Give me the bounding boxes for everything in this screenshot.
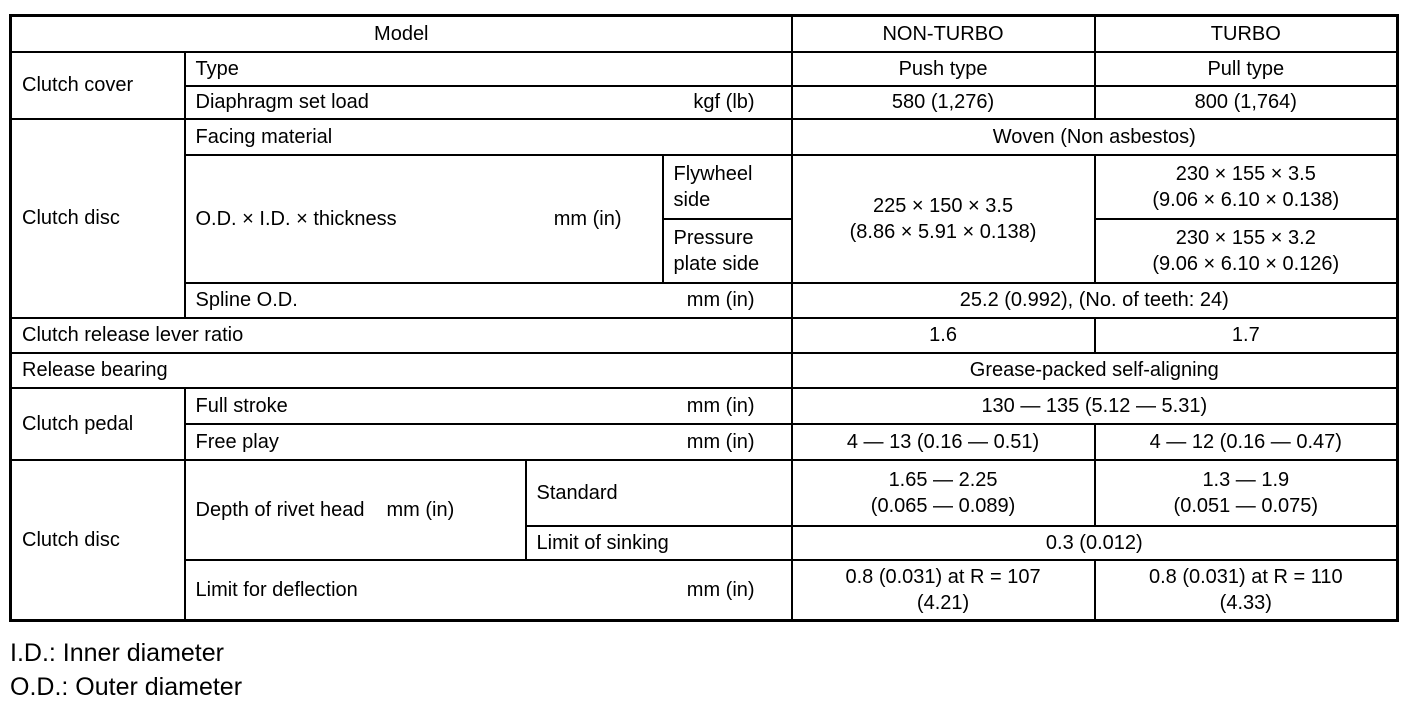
free-play-cell [185, 424, 792, 460]
table-row [11, 560, 1398, 621]
type-turbo: Pull type [1095, 52, 1398, 86]
diaphragm-unit: kgf (lb) [693, 91, 755, 113]
diaphragm-turbo: 800 (1,764) [1095, 86, 1398, 119]
full-stroke-cell [185, 388, 792, 424]
standard-label: Standard [526, 460, 792, 526]
header-row [11, 16, 1398, 52]
deflection-cell [185, 560, 792, 621]
note-od: O.D.: Outer diameter [10, 673, 243, 701]
table-row [11, 318, 1398, 353]
standard-turbo: 1.3 — 1.9 (0.051 — 0.075) [1095, 460, 1398, 526]
diaphragm-cell [185, 86, 792, 119]
dimension-turbo-pressure: 230 × 155 × 3.2 (9.06 × 6.10 × 0.126) [1095, 219, 1398, 283]
table-row [11, 388, 1398, 424]
limit-sinking-value: 0.3 (0.012) [792, 526, 1398, 560]
free-play-turbo: 4 — 12 (0.16 — 0.47) [1095, 424, 1398, 460]
clutch-spec-table [9, 14, 1399, 622]
free-play-unit: mm (in) [686, 430, 755, 453]
standard-non-turbo: 1.65 — 2.25 (0.065 — 0.089) [792, 460, 1095, 526]
dimension-turbo-flywheel: 230 × 155 × 3.5 (9.06 × 6.10 × 0.138) [1095, 155, 1398, 219]
footnotes [10, 636, 242, 704]
diaphragm-non-turbo: 580 (1,276) [792, 86, 1095, 119]
table-row [11, 119, 1398, 155]
release-lever-turbo: 1.7 [1095, 318, 1398, 353]
full-stroke-unit: mm (in) [686, 394, 755, 417]
dimension-label: O.D. × I.D. × thickness [195, 207, 397, 230]
table-row [11, 424, 1398, 460]
turbo-header: TURBO [1095, 16, 1398, 52]
rivet-label: Depth of rivet head [195, 498, 365, 521]
full-stroke-label: Full stroke [195, 394, 288, 417]
free-play-label: Free play [195, 430, 279, 453]
table-row [11, 460, 1398, 526]
spline-cell [185, 283, 792, 318]
table-row [11, 155, 1398, 219]
model-header: Model [11, 16, 792, 52]
note-id: I.D.: Inner diameter [10, 639, 224, 667]
non-turbo-header: NON-TURBO [792, 16, 1095, 52]
release-lever-non-turbo: 1.6 [792, 318, 1095, 353]
dimension-non-turbo: 225 × 150 × 3.5 (8.86 × 5.91 × 0.138) [792, 155, 1095, 283]
facing-label: Facing material [185, 119, 792, 155]
release-lever-label: Clutch release lever ratio [11, 318, 792, 353]
facing-value: Woven (Non asbestos) [792, 119, 1398, 155]
limit-sinking-label: Limit of sinking [526, 526, 792, 560]
free-play-non-turbo: 4 — 13 (0.16 — 0.51) [792, 424, 1095, 460]
deflection-label: Limit for deflection [195, 578, 358, 601]
diaphragm-label: Diaphragm set load [195, 91, 369, 113]
deflection-unit: mm (in) [686, 578, 755, 601]
clutch-cover-label: Clutch cover [11, 52, 185, 119]
spline-label: Spline O.D. [195, 289, 298, 311]
table-row [11, 283, 1398, 318]
release-bearing-value: Grease-packed self-aligning [792, 353, 1398, 388]
full-stroke-value: 130 — 135 (5.12 — 5.31) [792, 388, 1398, 424]
deflection-non-turbo: 0.8 (0.031) at R = 107 (4.21) [792, 560, 1095, 621]
pressure-plate-side-label: Pressure plate side [663, 219, 792, 283]
dimension-cell [185, 155, 663, 283]
rivet-cell [185, 460, 526, 560]
deflection-turbo: 0.8 (0.031) at R = 110 (4.33) [1095, 560, 1398, 621]
clutch-disc-label: Clutch disc [11, 119, 185, 318]
rivet-unit: mm (in) [386, 498, 455, 521]
type-label: Type [185, 52, 792, 86]
dimension-unit: mm (in) [553, 207, 622, 230]
clutch-disc-2-label: Clutch disc [11, 460, 185, 621]
release-bearing-label: Release bearing [11, 353, 792, 388]
flywheel-side-label: Flywheel side [663, 155, 792, 219]
spline-unit: mm (in) [686, 289, 755, 311]
clutch-pedal-label: Clutch pedal [11, 388, 185, 460]
table-row [11, 52, 1398, 86]
table-row [11, 86, 1398, 119]
type-non-turbo: Push type [792, 52, 1095, 86]
table-row [11, 353, 1398, 388]
spline-value: 25.2 (0.992), (No. of teeth: 24) [792, 283, 1398, 318]
